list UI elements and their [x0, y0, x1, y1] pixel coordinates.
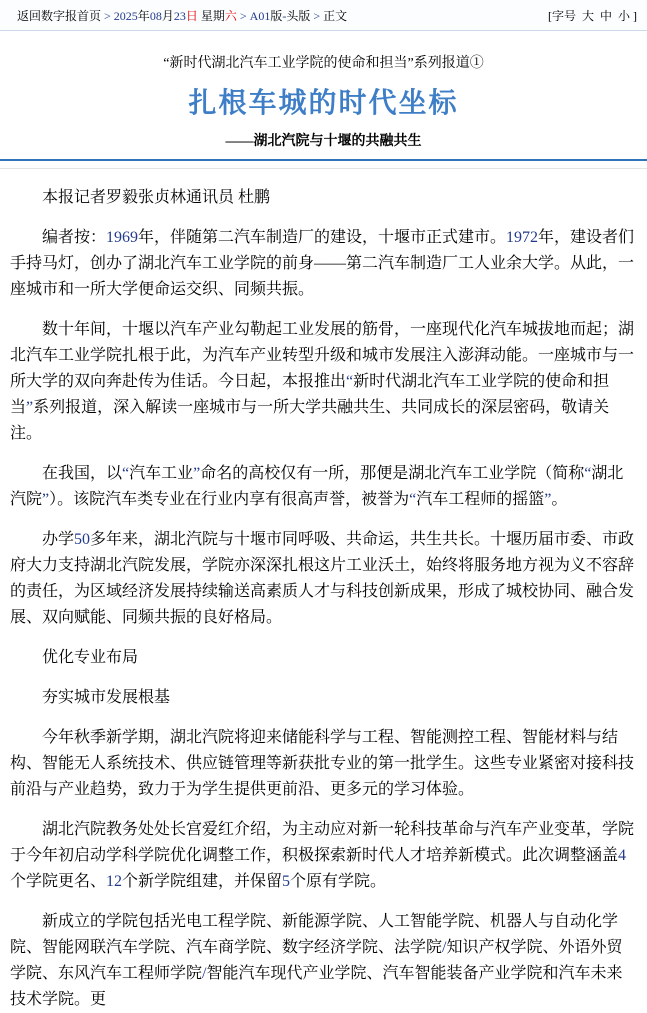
font-size-bracket-close: ]	[633, 8, 637, 23]
font-size-bracket-open: [	[547, 8, 552, 23]
breadcrumb-segment: >	[101, 8, 114, 23]
font-size-label: 字号	[551, 8, 576, 23]
article-body	[0, 169, 647, 1013]
article-paragraph: 数十年间，十堰以汽车产业勾勒起工业发展的筋骨，一座现代化汽车城拔地而起；湖北汽车工业学院扎根于此，为汽车产业转型升级和城市发展注入澎湃动能。一座城市与一所大学的双向奔赴传为佳话。今日起，本报推出“新时代湖北汽车工业学院的使命和担当”系列报道，深入解读一座城市与一所大学共融共生、共同成长的深层密码，敬请关注。	[10, 321, 635, 442]
article-paragraph: 新成立的学院包括光电工程学院、新能源学院、人工智能学院、机器人与自动化学院、智能网联汽车学院、汽车商学院、数字经济学院、法学院/知识产权学院、外语外贸学院、东风汽车工程师学院/智能汽车现代产业学院、汽车智能装备产业学院和汽车未来技术学院。更	[10, 913, 623, 1008]
article-paragraph: 编者按：1969年，伴随第二汽车制造厂的建设，十堰市正式建市。1972年，建设者们手持马灯，创办了湖北汽车工业学院的前身——第二汽车制造厂工人业余大学。从此，一座城市和一所大学便命运交织、同频共振。	[10, 229, 635, 298]
font-size-control	[548, 7, 637, 24]
article-header	[0, 31, 647, 169]
font-size-option[interactable]: 大	[581, 8, 594, 23]
article-paragraph: 夯实城市发展根基	[42, 689, 171, 706]
breadcrumb	[17, 7, 347, 24]
breadcrumb-segment[interactable]: 返回数字报首页	[17, 8, 102, 23]
breadcrumb-segment: 星期	[197, 8, 225, 23]
article-paragraph: 办学50多年来，湖北汽院与十堰市同呼吸、共命运，共生共长。十堰历届市委、市政府大力支持湖北汽院发展，学院亦深深扎根这片工业沃土，始终将服务地方视为义不容辞的责任，为区域经济发展持续输送高素质人才与科技创新成果，形成了城校协同、融合发展、双向赋能、同频共振的良好格局。	[10, 531, 635, 626]
article-paragraph: 湖北汽院教务处处长宫爱红介绍，为主动应对新一轮科技革命与汽车产业变革，学院于今年初启动学科学院优化调整工作，积极探索新时代人才培养新模式。此次调整涵盖4个学院更名、12个新学院组建，并保留5个原有学院。	[10, 821, 635, 890]
article-paragraph: 在我国，以“汽车工业”命名的高校仅有一所，那便是湖北汽车工业学院（简称“湖北汽院”）。该院汽车类专业在行业内享有很高声誉，被誉为“汽车工程师的摇篮”。	[10, 465, 624, 508]
article-paragraph: 优化专业布局	[42, 649, 139, 666]
breadcrumb-segment: 日	[185, 8, 198, 23]
header-rule-blue	[0, 159, 647, 161]
font-size-options	[579, 9, 633, 23]
font-size-option[interactable]: 小	[617, 8, 630, 23]
breadcrumb-segment: 六	[224, 8, 237, 23]
article-paragraph: 今年秋季新学期，湖北汽院将迎来储能科学与工程、智能测控工程、智能材料与结构、智能无人系统技术、供应链管理等新获批专业的第一批学生。这些专业紧密对接科技前沿与产业趋势，致力于为学生提供更前沿、更多元的学习体验。	[10, 729, 635, 798]
article-paragraph: 本报记者罗毅张贞林通讯员 杜鹏	[42, 189, 271, 206]
breadcrumb-segment: 2025年08月23	[113, 8, 186, 23]
font-size-option[interactable]: 中	[599, 8, 612, 23]
breadcrumb-segment: >	[310, 8, 324, 23]
topbar	[0, 0, 647, 31]
breadcrumb-segment[interactable]: A01版-头版	[249, 8, 311, 23]
article-title: 扎根车城的时代坐标	[188, 88, 459, 119]
article-subtitle: ——湖北汽院与十堰的共融共生	[225, 134, 422, 149]
breadcrumb-segment: >	[236, 8, 250, 23]
series-label: “新时代湖北汽车工业学院的使命和担当”系列报道①	[163, 56, 484, 71]
breadcrumb-segment: 正文	[323, 8, 348, 23]
